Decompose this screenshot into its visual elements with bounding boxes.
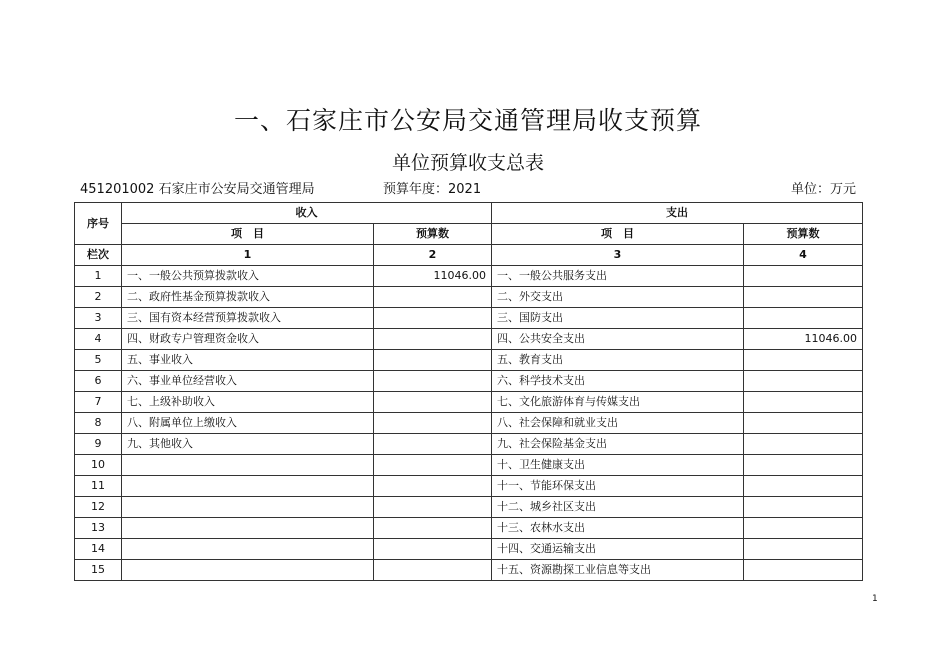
income-amount-cell	[374, 392, 492, 413]
income-amount-cell: 11046.00	[374, 266, 492, 287]
expense-item-cell: 七、文化旅游体育与传媒支出	[492, 392, 744, 413]
expense-amount-cell	[744, 308, 863, 329]
header-income-item: 项 目	[122, 224, 374, 245]
table-row	[75, 434, 863, 455]
expense-amount-cell	[744, 413, 863, 434]
row-number: 8	[75, 413, 122, 434]
expense-amount-cell	[744, 518, 863, 539]
income-item-cell: 九、其他收入	[122, 434, 374, 455]
row-number: 7	[75, 392, 122, 413]
income-item-cell	[122, 560, 374, 581]
expense-amount-cell: 11046.00	[744, 329, 863, 350]
income-item-cell: 四、财政专户管理资金收入	[122, 329, 374, 350]
income-item-cell: 七、上级补助收入	[122, 392, 374, 413]
income-item-cell	[122, 539, 374, 560]
header-income: 收入	[122, 203, 492, 224]
table-row	[75, 539, 863, 560]
header-expense-amount: 预算数	[744, 224, 863, 245]
table-row	[75, 560, 863, 581]
col-index-2: 2	[374, 245, 492, 266]
expense-amount-cell	[744, 539, 863, 560]
expense-item-cell: 三、国防支出	[492, 308, 744, 329]
row-number: 3	[75, 308, 122, 329]
income-amount-cell	[374, 476, 492, 497]
col-index-4: 4	[744, 245, 863, 266]
income-amount-cell	[374, 560, 492, 581]
expense-amount-cell	[744, 371, 863, 392]
expense-item-cell: 二、外交支出	[492, 287, 744, 308]
income-item-cell	[122, 455, 374, 476]
income-amount-cell	[374, 308, 492, 329]
expense-item-cell: 五、教育支出	[492, 350, 744, 371]
row-number: 12	[75, 497, 122, 518]
expense-item-cell: 十三、农林水支出	[492, 518, 744, 539]
table-row	[75, 371, 863, 392]
row-number: 15	[75, 560, 122, 581]
expense-item-cell: 十一、节能环保支出	[492, 476, 744, 497]
expense-amount-cell	[744, 434, 863, 455]
expense-item-cell: 十、卫生健康支出	[492, 455, 744, 476]
expense-item-cell: 八、社会保障和就业支出	[492, 413, 744, 434]
table-row	[75, 308, 863, 329]
header-row-columns	[75, 224, 863, 245]
row-number: 14	[75, 539, 122, 560]
expense-item-cell: 九、社会保险基金支出	[492, 434, 744, 455]
table-subtitle: 单位预算收支总表	[391, 152, 544, 174]
expense-amount-cell	[744, 497, 863, 518]
income-amount-cell	[374, 329, 492, 350]
income-item-cell: 三、国有资本经营预算拨款收入	[122, 308, 374, 329]
income-amount-cell	[374, 497, 492, 518]
table-row	[75, 266, 863, 287]
expense-item-cell: 十四、交通运输支出	[492, 539, 744, 560]
expense-amount-cell	[744, 392, 863, 413]
table-row	[75, 350, 863, 371]
expense-item-cell: 十五、资源勘探工业信息等支出	[492, 560, 744, 581]
income-amount-cell	[374, 350, 492, 371]
income-amount-cell	[374, 413, 492, 434]
income-amount-cell	[374, 434, 492, 455]
row-number: 10	[75, 455, 122, 476]
row-number: 6	[75, 371, 122, 392]
row-number: 5	[75, 350, 122, 371]
income-item-cell: 五、事业收入	[122, 350, 374, 371]
amount-unit: 单位：万元	[790, 182, 856, 197]
income-amount-cell	[374, 455, 492, 476]
page-number: 1	[872, 594, 878, 604]
expense-item-cell: 十二、城乡社区支出	[492, 497, 744, 518]
header-row-group	[75, 203, 863, 224]
row-number: 11	[75, 476, 122, 497]
row-number: 9	[75, 434, 122, 455]
income-item-cell	[122, 476, 374, 497]
income-item-cell: 八、附属单位上缴收入	[122, 413, 374, 434]
income-item-cell: 一、一般公共预算拨款收入	[122, 266, 374, 287]
header-expense: 支出	[492, 203, 863, 224]
budget-summary-table	[74, 202, 863, 581]
row-number: 1	[75, 266, 122, 287]
header-income-amount: 预算数	[374, 224, 492, 245]
expense-amount-cell	[744, 455, 863, 476]
header-expense-item: 项 目	[492, 224, 744, 245]
income-amount-cell	[374, 539, 492, 560]
expense-amount-cell	[744, 350, 863, 371]
expense-item-cell: 四、公共安全支出	[492, 329, 744, 350]
income-amount-cell	[374, 518, 492, 539]
expense-amount-cell	[744, 560, 863, 581]
income-item-cell	[122, 518, 374, 539]
table-row	[75, 413, 863, 434]
expense-item-cell: 六、科学技术支出	[492, 371, 744, 392]
table-row	[75, 455, 863, 476]
income-item-cell: 六、事业单位经营收入	[122, 371, 374, 392]
income-amount-cell	[374, 287, 492, 308]
document-title: 一、石家庄市公安局交通管理局收支预算	[233, 106, 702, 135]
header-col-index: 栏次	[75, 245, 122, 266]
col-index-3: 3	[492, 245, 744, 266]
table-row	[75, 329, 863, 350]
row-number: 4	[75, 329, 122, 350]
expense-amount-cell	[744, 476, 863, 497]
income-item-cell	[122, 497, 374, 518]
header-row-index	[75, 245, 863, 266]
budget-year: 预算年度：2021	[383, 182, 482, 197]
table-row	[75, 392, 863, 413]
row-number: 2	[75, 287, 122, 308]
expense-amount-cell	[744, 287, 863, 308]
income-amount-cell	[374, 371, 492, 392]
table-row	[75, 287, 863, 308]
col-index-1: 1	[122, 245, 374, 266]
expense-amount-cell	[744, 266, 863, 287]
table-row	[75, 497, 863, 518]
row-number: 13	[75, 518, 122, 539]
header-seq: 序号	[75, 203, 122, 245]
income-item-cell: 二、政府性基金预算拨款收入	[122, 287, 374, 308]
table-row	[75, 476, 863, 497]
unit-code-name: 451201002 石家庄市公安局交通管理局	[80, 182, 315, 197]
table-body	[75, 266, 863, 581]
table-row	[75, 518, 863, 539]
expense-item-cell: 一、一般公共服务支出	[492, 266, 744, 287]
